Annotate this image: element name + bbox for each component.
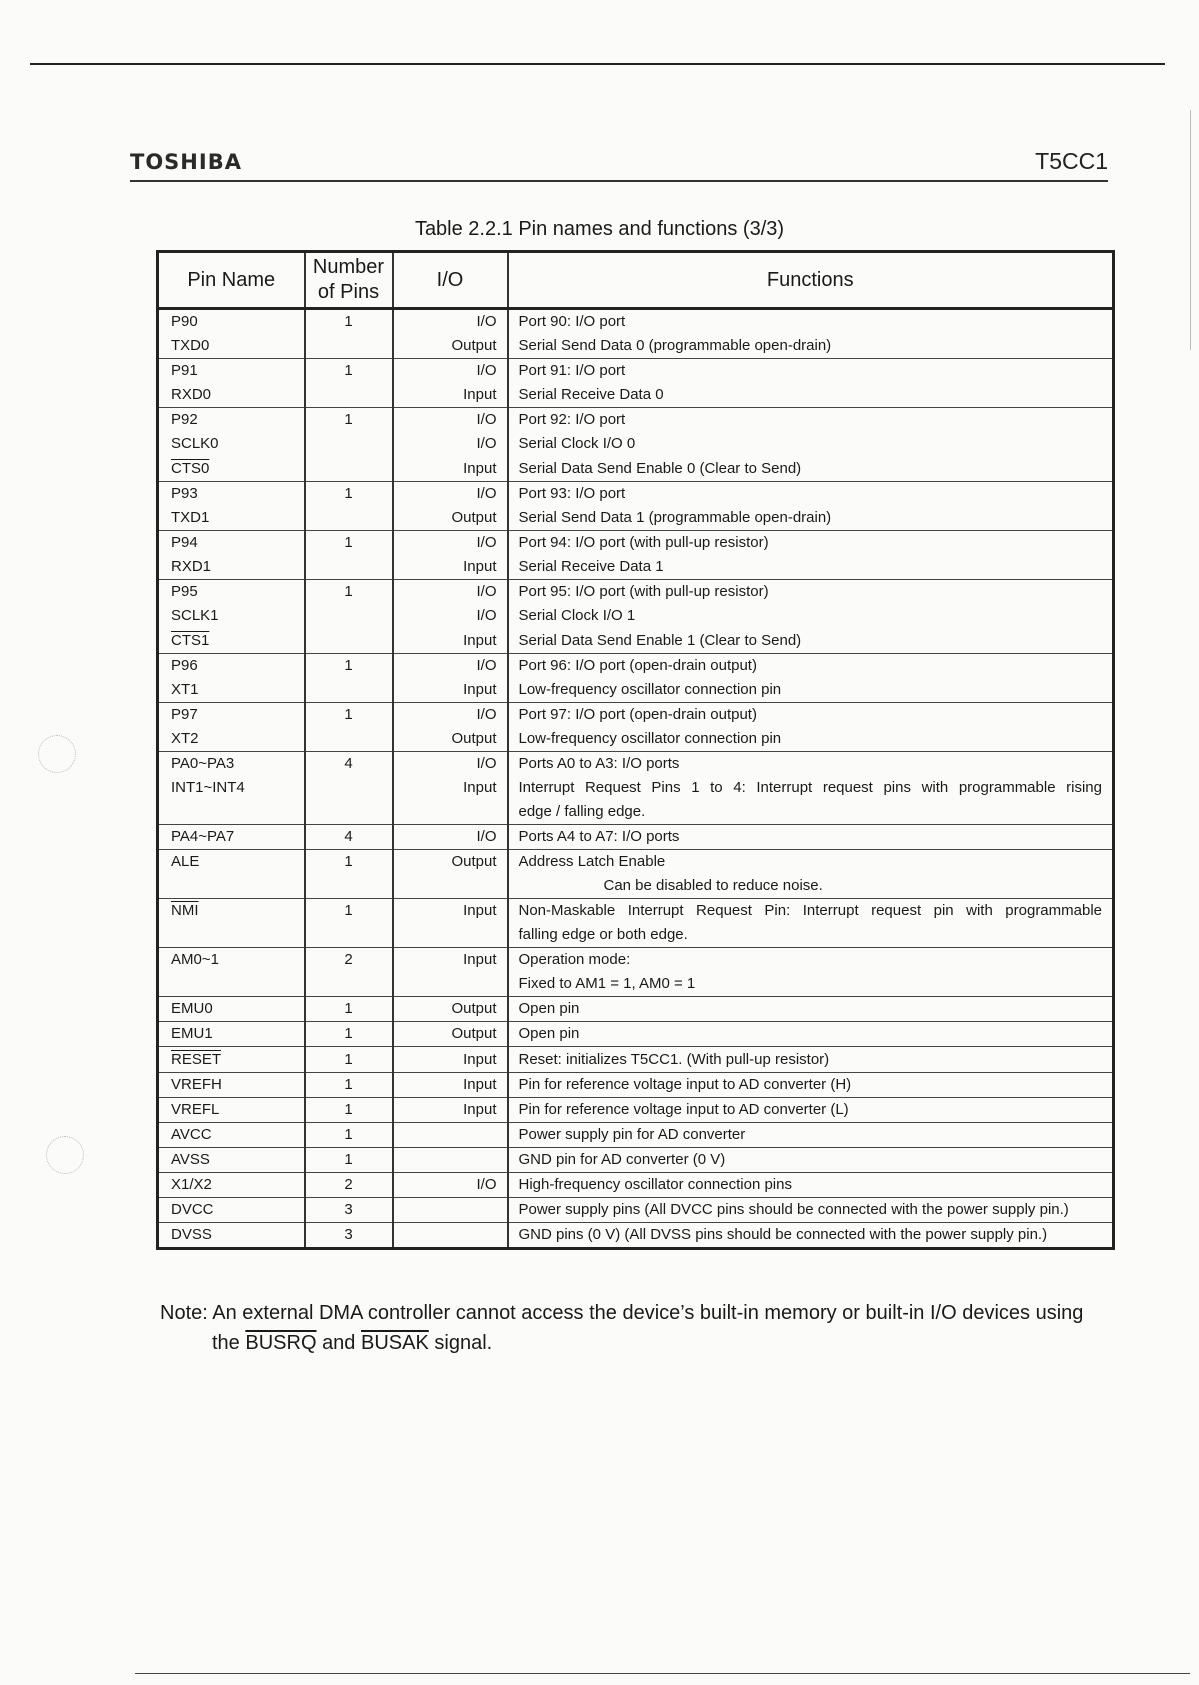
part-number: T5CC1 [1035,148,1108,174]
table-row [158,531,1114,580]
table-caption: Table 2.2.1 Pin names and functions (3/3) [414,218,785,240]
pin-count: 1 [344,362,353,379]
table-row [158,1173,1114,1198]
pin-io: Output [451,1025,497,1042]
pin-count: 3 [344,1201,353,1218]
pin-name: AM0~1 [171,951,219,968]
pin-count: 1 [344,411,353,428]
pin-io: I/O [476,362,497,379]
pin-function: Address Latch Enable [518,853,666,870]
pin-functions-table [156,250,1115,1250]
pin-count: 1 [344,485,353,502]
footnote-line-1: Note: An external DMA controller cannot access the device’s built-in memory or built-in I/O devices using [160,1302,1084,1324]
pin-io: I/O [476,706,497,723]
pin-name: CTS1 [171,632,210,649]
pin-name: PA4~PA7 [171,828,235,845]
pin-function: Reset: initializes T5CC1. (With pull-up resistor) [518,1051,830,1068]
punch-hole-mark [38,735,76,773]
pin-function: GND pins (0 V) (All DVSS pins should be connected with the power supply pin.) [518,1226,1048,1243]
pin-count: 2 [344,1176,353,1193]
pin-function: Serial Data Send Enable 0 (Clear to Send) [518,460,802,477]
pin-name: DVSS [171,1226,212,1243]
pin-name: P93 [171,485,198,502]
busak-signal: BUSAK [361,1332,429,1354]
pin-count: 1 [344,1101,353,1118]
pin-function: Port 90: I/O port [518,313,626,330]
col-header-pin-name: Pin Name [158,252,305,309]
pin-name: DVCC [171,1201,214,1218]
pin-count: 3 [344,1226,353,1243]
pin-count: 1 [344,657,353,674]
pin-count: 1 [344,534,353,551]
pin-function: Port 91: I/O port [518,362,626,379]
pin-function: Low-frequency oscillator connection pin [518,681,782,698]
pin-name: VREFH [171,1076,222,1093]
pin-function: Low-frequency oscillator connection pin [518,730,782,747]
pin-name: P92 [171,411,198,428]
pin-io: I/O [476,657,497,674]
pin-name: SCLK1 [171,607,219,624]
pin-function: Ports A4 to A7: I/O ports [518,828,680,845]
top-rule [30,63,1165,65]
pin-name: EMU1 [171,1025,213,1042]
pin-count: 2 [344,951,353,968]
pin-function: Power supply pins (All DVCC pins should be connected with the power supply pin.) [518,1201,1069,1218]
pin-function: Serial Clock I/O 0 [518,435,636,452]
pin-io: Input [463,681,497,698]
toshiba-logo: TOSHIBA [130,150,242,174]
pin-name: CTS0 [171,460,210,477]
table-row [158,1047,1114,1073]
pin-io [394,1198,507,1222]
pin-name: RXD1 [171,558,212,575]
pin-function: Port 94: I/O port (with pull-up resistor) [518,534,769,551]
pin-function: Serial Send Data 0 (programmable open-drain) [518,337,832,354]
table-row [158,482,1114,531]
pin-io: I/O [476,1176,497,1193]
pin-function: Port 95: I/O port (with pull-up resistor) [518,583,769,600]
pin-name: $\overline{NMI}$ [171,902,199,919]
pin-name: TXD0 [171,337,210,354]
pin-io: I/O [476,828,497,845]
table-row [158,850,1114,899]
pin-name: XT2 [171,730,199,747]
pin-count: 4 [344,755,353,772]
pin-io: I/O [476,435,497,452]
pin-function: Operation mode: [518,951,631,968]
pin-function: Serial Receive Data 1 [518,558,664,575]
pin-io: Input [463,1076,497,1093]
pin-count: 1 [344,1000,353,1017]
pin-io [394,1148,507,1172]
table-row [158,1123,1114,1148]
pin-io [394,1223,507,1247]
pin-function: Power supply pin for AD converter [518,1126,746,1143]
pin-name: P97 [171,706,198,723]
pin-io: Output [451,509,497,526]
pin-name: INT1~INT4 [171,779,245,796]
table-row [158,1198,1114,1223]
pin-io: Input [463,460,497,477]
pin-name: P91 [171,362,198,379]
pin-io: Output [451,1000,497,1017]
footnote-line-2: the BUSRQ and BUSAK signal. [212,1332,493,1354]
pin-count: 1 [344,1051,353,1068]
table-row [158,948,1114,997]
pin-count: 1 [344,1126,353,1143]
table-row [158,1022,1114,1047]
pin-function: Port 96: I/O port (open-drain output) [518,657,757,674]
pin-function: falling edge or both edge. [518,926,688,943]
pin-io: Input [463,386,497,403]
pin-function: Can be disabled to reduce noise. [603,877,823,894]
pin-name: AVCC [171,1126,212,1143]
table-row [158,1098,1114,1123]
pin-count: 4 [344,828,353,845]
pin-count: 1 [344,583,353,600]
pin-io: I/O [476,534,497,551]
pin-io: Input [463,951,497,968]
pin-io: Input [463,779,497,796]
table-row [158,359,1114,408]
table-row [158,703,1114,752]
pin-name: P90 [171,313,198,330]
table-row [158,899,1114,948]
pin-function: High-frequency oscillator connection pins [518,1176,792,1193]
punch-hole-mark [46,1136,84,1174]
footnote [160,1298,1120,1358]
pin-function: Pin for reference voltage input to AD converter (L) [518,1101,849,1118]
pin-io: Output [451,730,497,747]
pin-io: Output [451,853,497,870]
pin-function: Open pin [518,1025,580,1042]
pin-name: ALE [171,853,200,870]
pin-name: RESET [171,1051,222,1068]
col-header-io: I/O [393,252,508,309]
pin-function: Fixed to AM1 = 1, AM0 = 1 [518,975,696,992]
pin-name: P96 [171,657,198,674]
pin-io: I/O [476,313,497,330]
pin-io: I/O [476,583,497,600]
pin-function: Serial Receive Data 0 [518,386,664,403]
pin-function: Interrupt Request Pins 1 to 4: Interrupt request pins with programmable rising [518,779,1102,796]
pin-name: XT1 [171,681,199,698]
table-row [158,1073,1114,1098]
pin-function: Non-Maskable Interrupt Request Pin: Interrupt request pin with programmable [518,902,1102,919]
pin-name: P95 [171,583,198,600]
pin-function: Pin for reference voltage input to AD converter (H) [518,1076,852,1093]
pin-function: Port 93: I/O port [518,485,626,502]
pin-io: Output [451,337,497,354]
table-header-row [158,252,1114,309]
pin-count: 1 [344,902,353,919]
pin-count: 1 [344,706,353,723]
pin-io [394,1123,507,1147]
pin-io: Input [463,902,497,919]
pin-io: Input [463,1101,497,1118]
pin-io: I/O [476,755,497,772]
pin-io: Input [463,558,497,575]
pin-name: PA0~PA3 [171,755,235,772]
bottom-rule [135,1673,1190,1674]
pin-name: VREFL [171,1101,220,1118]
pin-name: X1/X2 [171,1176,212,1193]
pin-io: I/O [476,411,497,428]
pin-count: 1 [344,853,353,870]
table-row [158,408,1114,482]
table-row [158,1223,1114,1249]
pin-count: 1 [344,1151,353,1168]
pin-function: Serial Send Data 1 (programmable open-drain) [518,509,832,526]
pin-function: Port 92: I/O port [518,411,626,428]
pin-count: 1 [344,1025,353,1042]
table-row [158,1148,1114,1173]
pin-name: SCLK0 [171,435,219,452]
pin-io: I/O [476,607,497,624]
pin-name: RXD0 [171,386,212,403]
pin-io: I/O [476,485,497,502]
pin-name: AVSS [171,1151,210,1168]
table-row [158,752,1114,825]
page-header [130,146,1108,182]
col-header-number-of-pins: Number of Pins [305,252,393,309]
pin-function: Open pin [518,1000,580,1017]
pin-count: 1 [344,1076,353,1093]
pin-io: Input [463,632,497,649]
pin-function: GND pin for AD converter (0 V) [518,1151,726,1168]
pin-io: Input [463,1051,497,1068]
pin-name: P94 [171,534,198,551]
busrq-signal: BUSRQ [245,1332,317,1354]
pin-function: Ports A0 to A3: I/O ports [518,755,680,772]
table-row [158,580,1114,654]
pin-function: Serial Clock I/O 1 [518,607,636,624]
pin-name: TXD1 [171,509,210,526]
table-row [158,309,1114,359]
col-header-functions: Functions [508,252,1114,309]
pin-name: EMU0 [171,1000,213,1017]
pin-function: Port 97: I/O port (open-drain output) [518,706,757,723]
pin-function: Serial Data Send Enable 1 (Clear to Send) [518,632,802,649]
table-row [158,997,1114,1022]
table-row [158,654,1114,703]
pin-function: edge / falling edge. [518,803,646,820]
pin-count: 1 [344,313,353,330]
table-row [158,825,1114,850]
